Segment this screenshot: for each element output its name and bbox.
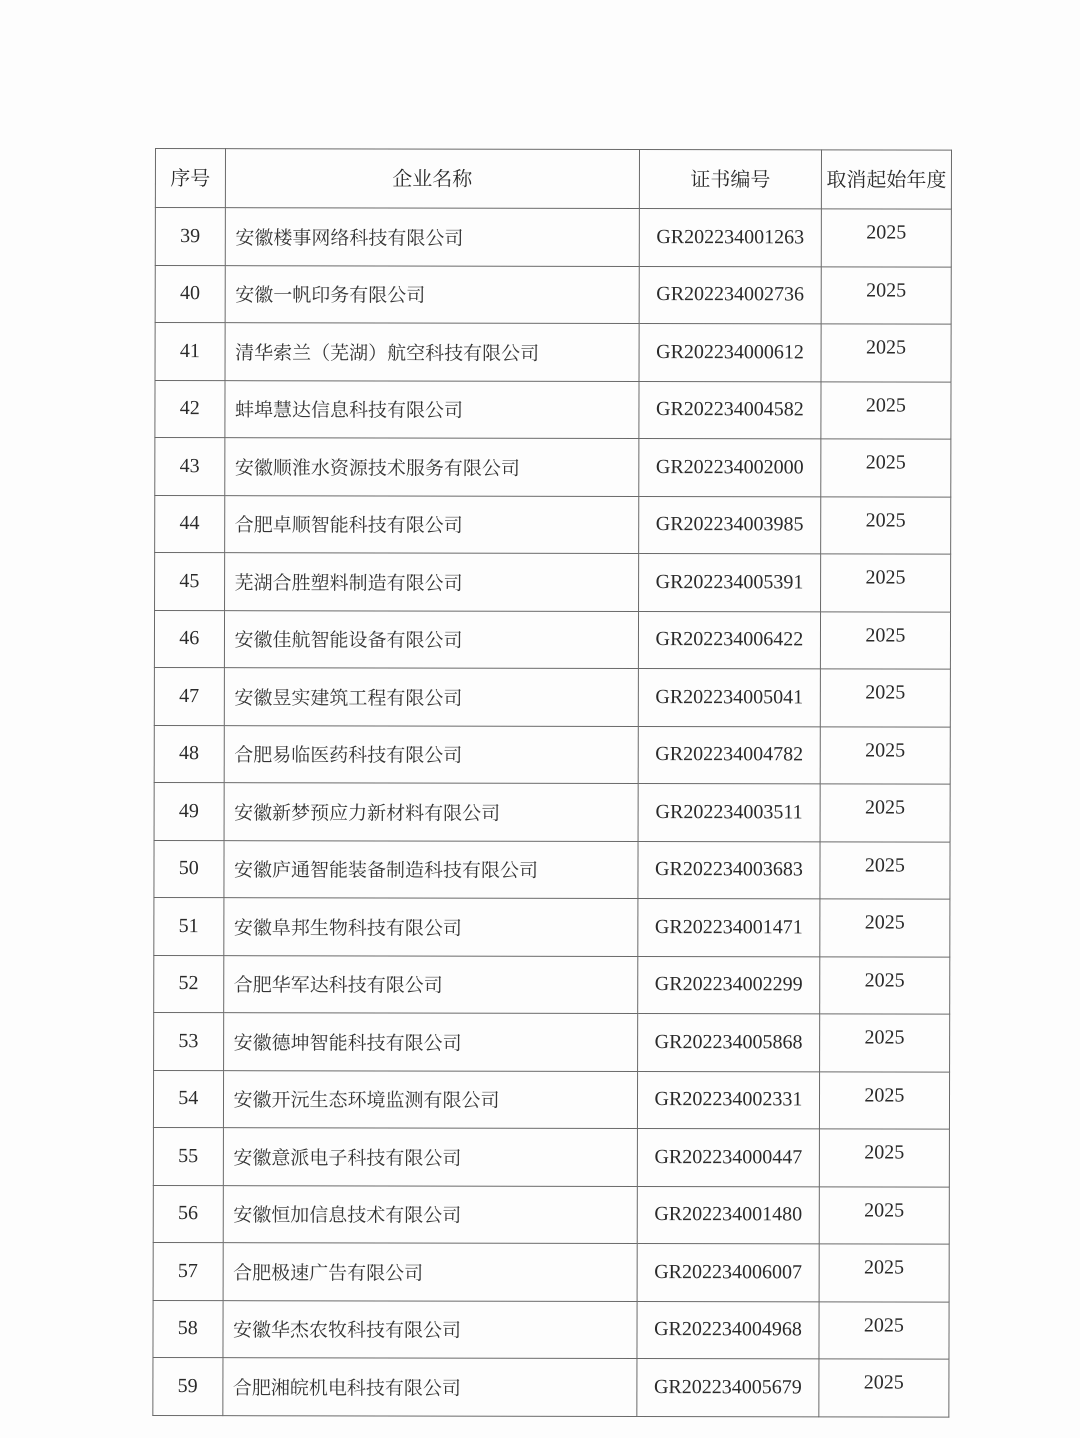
company-name-cell: 安徽开沅生态环境监测有限公司 [223,1070,638,1128]
cancel-start-year-cell: 2025 [821,439,951,497]
table-body [153,208,952,1417]
serial-no-cell: 48 [154,725,224,783]
serial-no-cell: 41 [155,323,225,381]
table-header-row [155,149,951,210]
table-row [155,323,951,382]
cancel-start-year-cell: 2025 [819,1244,949,1302]
serial-no-cell: 55 [153,1127,223,1185]
serial-no-cell: 54 [153,1070,223,1128]
table-row [154,955,950,1014]
serial-no-cell: 51 [154,897,224,955]
table-row [153,1242,949,1301]
certificate-no-cell: GR202234002331 [638,1071,820,1129]
company-name-cell: 安徽德坤智能科技有限公司 [223,1013,638,1071]
company-name-cell: 安徽一帆印务有限公司 [225,265,640,323]
serial-no-cell: 53 [154,1012,224,1070]
certificate-no-cell: GR202234006007 [637,1244,819,1302]
certificate-no-cell: GR202234004968 [637,1301,819,1359]
certificate-no-cell: GR202234000612 [639,324,821,382]
company-name-cell: 合肥极速广告有限公司 [223,1243,638,1301]
company-name-cell: 合肥易临医药科技有限公司 [224,725,639,783]
certificate-no-cell: GR202234000447 [637,1129,819,1187]
table-row [154,897,950,956]
cancel-start-year-cell: 2025 [820,784,950,842]
cancel-start-year-cell: 2025 [821,381,951,439]
certificate-no-cell: GR202234003511 [638,784,820,842]
certificate-no-cell: GR202234003985 [639,496,821,554]
company-name-cell: 安徽楼事网络科技有限公司 [225,208,640,266]
certificate-no-cell: GR202234006422 [639,611,821,669]
certificate-no-cell: GR202234001263 [639,209,821,267]
table-row [154,1012,950,1071]
company-name-cell: 安徽顺淮水资源技术服务有限公司 [224,438,639,496]
table-row [154,610,950,669]
table-row [155,208,951,267]
cancel-start-year-cell: 2025 [821,324,951,382]
cancel-start-year-cell: 2025 [821,266,951,324]
serial-no-cell: 47 [154,667,224,725]
cancel-start-year-cell: 2025 [819,1014,949,1072]
serial-no-cell: 59 [153,1357,223,1415]
table-row [155,438,951,497]
header-company-name: 企业名称 [225,149,640,209]
header-certificate-no: 证书编号 [639,150,821,209]
company-name-cell: 安徽意派电子科技有限公司 [223,1128,638,1186]
certificate-no-cell: GR202234001471 [638,899,820,957]
table-row [155,553,951,612]
certificate-no-cell: GR202234005868 [638,1014,820,1072]
company-name-cell: 安徽新梦预应力新材料有限公司 [224,783,639,841]
company-name-cell: 安徽佳航智能设备有限公司 [224,610,639,668]
company-name-cell: 合肥卓顺智能科技有限公司 [224,495,639,553]
serial-no-cell: 44 [155,495,225,553]
table-row [153,1185,949,1244]
cancel-start-year-cell: 2025 [819,1301,949,1359]
serial-no-cell: 43 [155,438,225,496]
header-cancel-start-year: 取消起始年度 [821,150,951,209]
company-name-cell: 芜湖合胜塑料制造有限公司 [224,553,639,611]
serial-no-cell: 39 [155,208,225,266]
table-row [154,840,950,899]
cancel-start-year-cell: 2025 [819,1129,949,1187]
certificate-no-cell: GR202234005391 [639,554,821,612]
serial-no-cell: 49 [154,782,224,840]
company-name-cell: 蚌埠慧达信息科技有限公司 [224,380,639,438]
serial-no-cell: 56 [153,1185,223,1243]
certificate-no-cell: GR202234005679 [637,1359,819,1417]
serial-no-cell: 52 [154,955,224,1013]
cancel-start-year-cell: 2025 [820,956,950,1014]
table-row [155,495,951,554]
cancel-start-year-cell: 2025 [820,554,950,612]
certificate-no-cell: GR202234002299 [638,956,820,1014]
table-row [155,380,951,439]
cancel-start-year-cell: 2025 [820,841,950,899]
cancel-start-year-cell: 2025 [819,1071,949,1129]
certificate-no-cell: GR202234001480 [637,1186,819,1244]
cancel-start-year-cell: 2025 [821,209,951,267]
company-name-cell: 清华索兰（芜湖）航空科技有限公司 [225,323,640,381]
company-name-cell: 安徽阜邦生物科技有限公司 [223,898,638,956]
table-row [155,265,951,324]
table-row [154,725,950,784]
certificate-no-cell: GR202234003683 [638,841,820,899]
company-name-cell: 安徽华杰农牧科技有限公司 [223,1300,638,1358]
table-row [153,1127,949,1186]
certificate-no-cell: GR202234002000 [639,439,821,497]
cancel-start-year-cell: 2025 [820,726,950,784]
table-row [153,1070,949,1129]
company-name-cell: 安徽庐通智能装备制造科技有限公司 [223,840,638,898]
serial-no-cell: 57 [153,1242,223,1300]
cancel-start-year-cell: 2025 [820,899,950,957]
cancel-start-year-cell: 2025 [820,611,950,669]
cancel-start-year-cell: 2025 [819,1359,949,1417]
certificate-no-cell: GR202234004582 [639,381,821,439]
serial-no-cell: 42 [155,380,225,438]
cancel-start-year-cell: 2025 [820,496,950,554]
company-name-cell: 安徽昱实建筑工程有限公司 [224,668,639,726]
table-row [154,667,950,726]
header-serial-no: 序号 [155,149,225,208]
company-name-cell: 合肥华军达科技有限公司 [223,955,638,1013]
table-row [153,1357,949,1416]
company-name-cell: 安徽恒加信息技术有限公司 [223,1185,638,1243]
revoked-certificates-table [152,148,952,1417]
serial-no-cell: 58 [153,1300,223,1358]
serial-no-cell: 50 [154,840,224,898]
cancel-start-year-cell: 2025 [820,669,950,727]
serial-no-cell: 40 [155,265,225,323]
table-row [154,782,950,841]
certificate-no-cell: GR202234004782 [638,726,820,784]
certificate-no-cell: GR202234002736 [639,266,821,324]
serial-no-cell: 46 [154,610,224,668]
table-row [153,1300,949,1359]
certificate-no-cell: GR202234005041 [638,669,820,727]
cancel-start-year-cell: 2025 [819,1186,949,1244]
serial-no-cell: 45 [155,553,225,611]
company-name-cell: 合肥湘皖机电科技有限公司 [222,1358,637,1416]
